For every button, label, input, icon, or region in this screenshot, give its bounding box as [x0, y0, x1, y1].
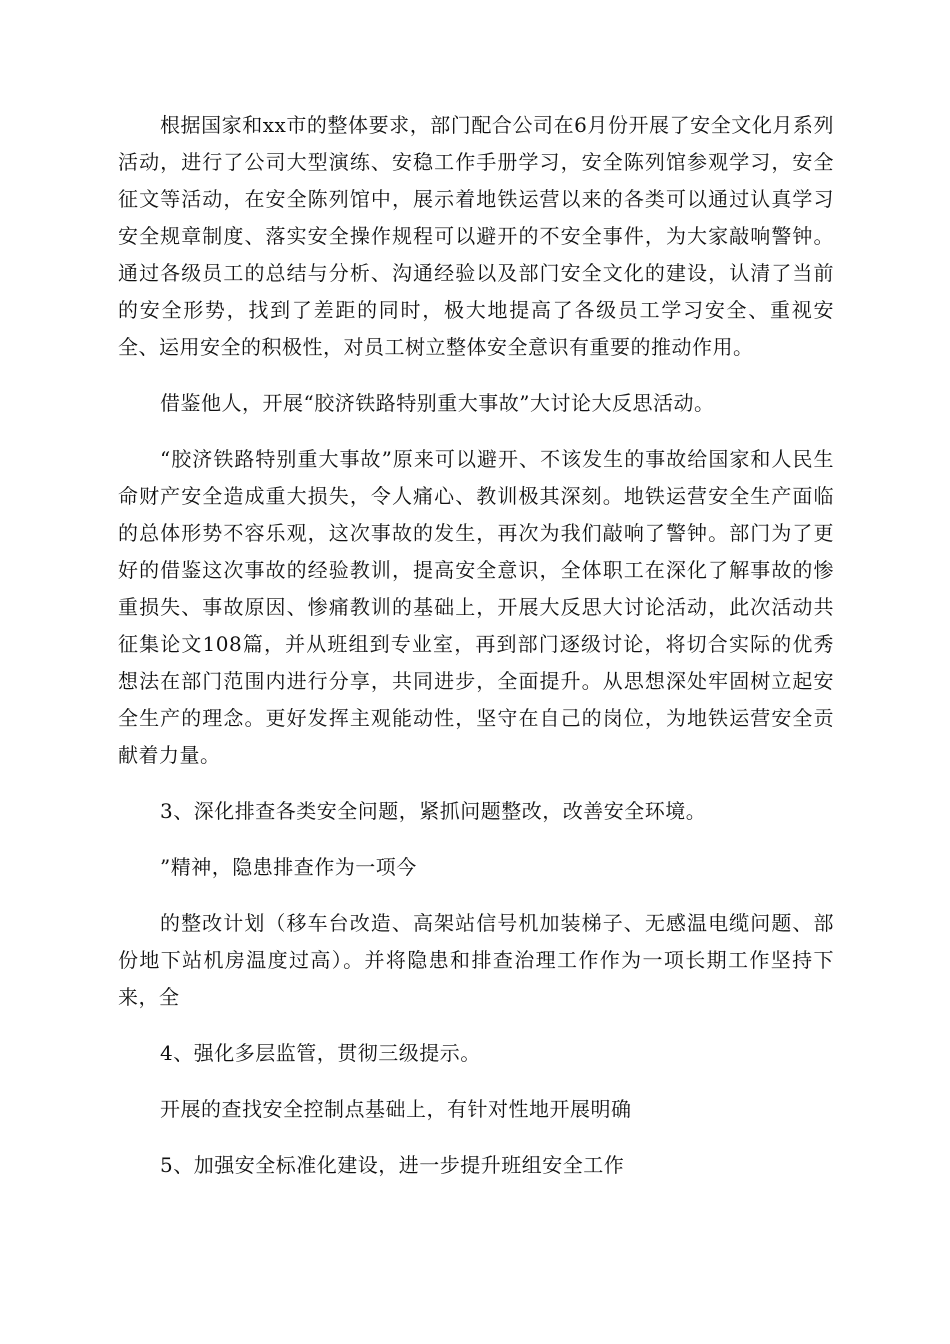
document-page: [118, 107, 834, 1203]
heading-item-5-standardization: 5、加强安全标准化建设，进一步提升班组安全工作: [160, 1153, 625, 1177]
paragraph-hazard-spirit-fragment: ”精神，隐患排查作为一项今: [160, 855, 417, 879]
paragraph-control-points: 开展的查找安全控制点基础上，有针对性地开展明确: [160, 1097, 632, 1121]
paragraph-safety-culture-month: 根据国家和xx市的整体要求，部门配合公司在6月份开展了安全文化月系列活动，进行了公司大型演练、安稳工作手册学习，安全陈列馆参观学习，安全征文等活动，在安全陈列馆中，展示着地铁运营以来的各类可以通过认真学习安全规章制度、落实安全操作规程可以避开的不安全事件，为大家敲响警钟。通过各级员工的总结与分析、沟通经验以及部门安全文化的建设，认清了当前的安全形势，找到了差距的同时，极大地提高了各级员工学习安全、重视安全、运用安全的积极性，对员工树立整体安全意识有重要的推动作用。: [118, 113, 834, 359]
heading-item-3-hazard-inspection: 3、深化排查各类安全问题，紧抓问题整改，改善安全环境。: [160, 799, 707, 823]
heading-item-4-supervision: 4、强化多层监管，贯彻三级提示。: [160, 1041, 481, 1065]
paragraph-jiaoji-accident-reflection: “胶济铁路特别重大事故”原来可以避开、不该发生的事故给国家和人民生命财产安全造成重大损失，令人痛心、教训极其深刻。地铁运营安全生产面临的总体形势不容乐观，这次事故的发生，再次为我们敲响了警钟。部门为了更好的借鉴这次事故的经验教训，提高安全意识，全体职工在深化了解事故的惨重损失、事故原因、惨痛教训的基础上，开展大反思大讨论活动，此次活动共征集论文108篇，并从班组到专业室，再到部门逐级讨论，将切合实际的优秀想法在部门范围内进行分享，共同进步，全面提升。从思想深处牢固树立起安全生产的理念。更好发挥主观能动性，坚守在自己的岗位，为地铁运营安全贡献着力量。: [118, 447, 834, 767]
paragraph-learn-from-others: 借鉴他人，开展“胶济铁路特别重大事故”大讨论大反思活动。: [160, 391, 715, 415]
paragraph-rectification-plan: 的整改计划（移车台改造、高架站信号机加装梯子、无感温电缆问题、部份地下站机房温度过高）。并将隐患和排查治理工作作为一项长期工作坚持下来，全: [118, 911, 834, 1009]
